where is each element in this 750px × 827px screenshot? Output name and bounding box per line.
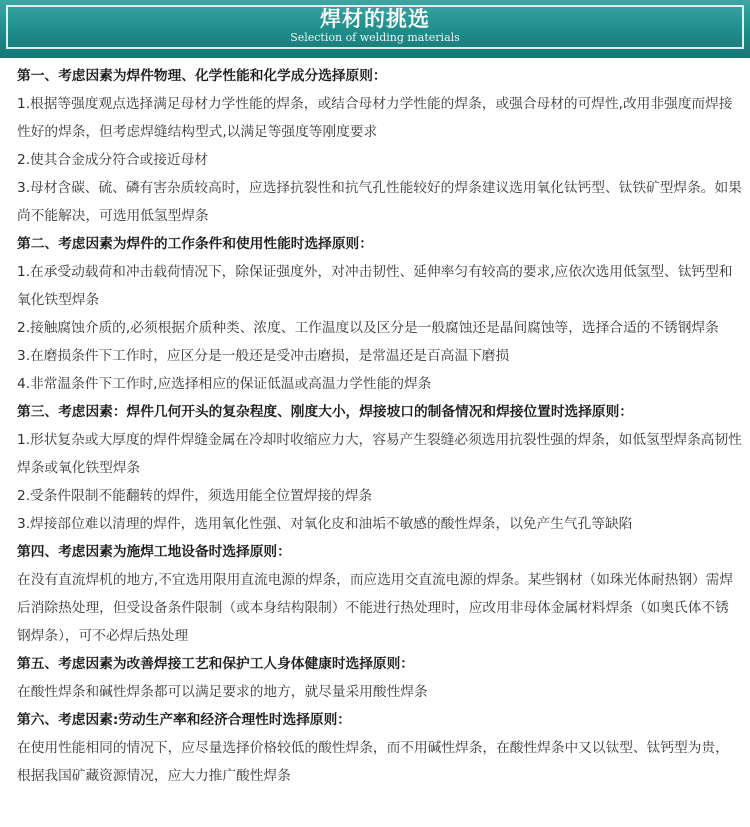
section-4-item-1: 在没有直流焊机的地方,不宜选用限用直流电源的焊条，而应选用交直流电源的焊条。某些钢材（如珠光体耐热钢）需焊后消除热处理，但受设备条件限制（或本身结构限制）不能进行热处理时，应改用非母体金属材料焊条（如奥氏体不锈钢焊条），可不必焊后热处理	[17, 572, 734, 644]
section-heading-2: 第二、考虑因素为焊件的工作条件和使用性能时选择原则：	[17, 236, 373, 252]
section-2-item-3: 3.在磨损条件下工作时，应区分是一般还是受冲击磨损，是常温还是百高温下磨损	[17, 348, 510, 364]
section-heading-4: 第四、考虑因素为施焊工地设备时选择原则：	[17, 544, 291, 560]
page-subtitle: Selection of welding materials	[290, 31, 460, 44]
section-1-item-3: 3.母材含碳、硫、磷有害杂质较高时，应选择抗裂性和抗气孔性能较好的焊条建议选用氧化钛钙型、钛铁矿型焊条。如果尚不能解决，可选用低氢型焊条	[17, 180, 742, 224]
section-3-item-2: 2.受条件限制不能翻转的焊件，须选用能全位置焊接的焊条	[17, 488, 373, 504]
section-3-item-3: 3.焊接部位难以清理的焊件，选用氧化性强、对氧化皮和油垢不敏感的酸性焊条，以免产生气孔等缺陷	[17, 516, 633, 532]
section-5-item-1: 在酸性焊条和碱性焊条都可以满足要求的地方，就尽量采用酸性焊条	[17, 684, 428, 700]
title-banner	[0, 0, 750, 58]
section-6-item-1: 在使用性能相同的情况下，应尽量选择价格较低的酸性焊条，而不用碱性焊条，在酸性焊条中又以钛型、钛钙型为贵，根据我国矿藏资源情况，应大力推广酸性焊条	[17, 740, 729, 784]
section-3-item-1: 1.形状复杂或大厚度的焊件焊缝金属在冷却时收缩应力大，容易产生裂缝必须选用抗裂性强的焊条，如低氢型焊条高韧性焊条或氧化铁型焊条	[17, 432, 742, 476]
section-heading-6: 第六、考虑因素:劳动生产率和经济合理性时选择原则：	[17, 712, 351, 728]
section-heading-3: 第三、考虑因素：焊件几何开头的复杂程度、刚度大小，焊接坡口的制备情况和焊接位置时选择原则：	[17, 404, 633, 420]
section-heading-5: 第五、考虑因素为改善焊接工艺和保护工人身体健康时选择原则：	[17, 656, 414, 672]
section-2-item-4: 4.非常温条件下工作时,应选择相应的保证低温或高温力学性能的焊条	[17, 376, 432, 392]
section-1-item-1: 1.根据等强度观点选择满足母材力学性能的焊条，或结合母材力学性能的焊条，或强合母材的可焊性,改用非强度而焊接性好的焊条，但考虑焊缝结构型式,以满足等强度等刚度要求	[17, 96, 733, 140]
section-2-item-1: 1.在承受动载荷和冲击载荷情况下，除保证强度外，对冲击韧性、延伸率匀有较高的要求,应依次选用低氢型、钛钙型和氧化铁型焊条	[17, 264, 733, 308]
section-heading-1: 第一、考虑因素为焊件物理、化学性能和化学成分选择原则：	[17, 68, 387, 84]
page-title: 焊材的挑选	[320, 7, 430, 31]
section-1-item-2: 2.使其合金成分符合或接近母材	[17, 152, 208, 168]
article-body	[17, 62, 742, 790]
section-2-item-2: 2.接触腐蚀介质的,必须根据介质种类、浓度、工作温度以及区分是一般腐蚀还是晶间腐蚀等，选择合适的不锈钢焊条	[17, 320, 719, 336]
